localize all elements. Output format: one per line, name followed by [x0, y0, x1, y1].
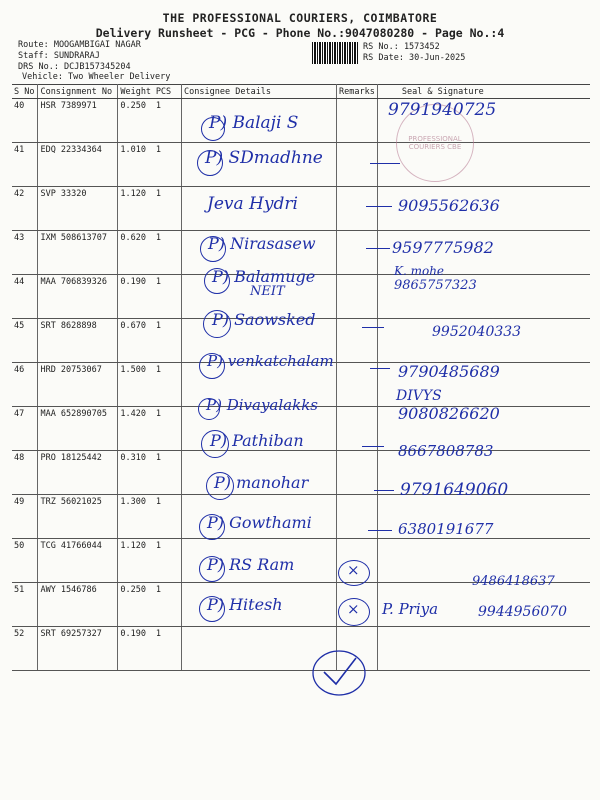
col-consignee-header: Consignee Details — [182, 85, 337, 99]
sno-cell: 47 — [12, 407, 38, 451]
handwritten-consignee-41: P) SDmadhne — [205, 148, 323, 168]
col-signature-header: Seal & Signature — [377, 85, 590, 99]
pcs-cell: 1 — [154, 627, 182, 671]
consignment-number-cell: HSR 7389971 — [38, 99, 118, 143]
remarks-cell — [337, 99, 378, 143]
remarks-cell — [337, 319, 378, 363]
weight-cell: 1.500 — [118, 363, 154, 407]
remarks-cell — [337, 451, 378, 495]
pcs-cell: 1 — [154, 231, 182, 275]
checkmark-icon — [310, 648, 368, 698]
vehicle-label: Vehicle: Two Wheeler Delivery — [22, 72, 171, 82]
remarks-cell — [337, 231, 378, 275]
cross-mark: × — [347, 561, 360, 579]
handwritten-consignee-52: P) Hitesh — [207, 595, 283, 614]
drs-number: DRS No.: DCJB157345204 — [18, 62, 131, 72]
table-row — [12, 99, 590, 143]
remarks-cell — [337, 143, 378, 187]
handwritten-phone-50: 6380191677 — [398, 520, 494, 538]
dash-mark — [368, 530, 392, 531]
route-label: Route: MOOGAMBIGAI NAGAR — [18, 40, 141, 50]
weight-cell: 0.190 — [118, 275, 154, 319]
company-title: THE PROFESSIONAL COURIERS, COIMBATORE — [162, 11, 438, 25]
sno-cell: 49 — [12, 495, 38, 539]
dash-mark — [366, 248, 390, 249]
rs-date: RS Date: 30-Jun-2025 — [363, 53, 466, 63]
weight-cell: 1.300 — [118, 495, 154, 539]
pcs-cell: 1 — [154, 451, 182, 495]
weight-cell: 0.250 — [118, 583, 154, 627]
handwritten-phone-47: 9080826620 — [398, 404, 500, 423]
handwritten-consignee-45: P) Saowsked — [212, 310, 316, 329]
handwritten-consignee-40: P) Balaji S — [209, 113, 299, 133]
consignment-number-cell: AWY 1546786 — [38, 583, 118, 627]
handwritten-phone-42: 9095562636 — [398, 196, 500, 215]
col-weight-header: Weight — [118, 85, 154, 99]
remarks-cell — [337, 363, 378, 407]
sno-cell: 50 — [12, 539, 38, 583]
pcs-cell: 1 — [154, 363, 182, 407]
barcode-icon — [312, 42, 358, 64]
handwritten-phone-40: 9791940725 — [388, 100, 497, 120]
handwritten-consignee-42: Jeva Hydri — [207, 194, 298, 214]
consignment-number-cell: SVP 33320 — [38, 187, 118, 231]
handwritten-phone-52: 9944956070 — [478, 604, 568, 620]
weight-cell: 0.190 — [118, 627, 154, 671]
handwritten-phone-48: 8667808783 — [398, 442, 494, 460]
table-header-row — [12, 85, 590, 99]
sno-cell: 48 — [12, 451, 38, 495]
sno-cell: 46 — [12, 363, 38, 407]
handwritten-signature-52: P. Priya — [382, 600, 439, 618]
remarks-cell — [337, 275, 378, 319]
handwritten-consignee-49: P) manohar — [214, 473, 309, 492]
handwritten-consignee-46: P) venkatchalam — [207, 352, 334, 370]
sno-cell: 42 — [12, 187, 38, 231]
dash-mark — [362, 327, 384, 328]
sno-cell: 43 — [12, 231, 38, 275]
consignment-number-cell: TCG 41766044 — [38, 539, 118, 583]
col-remarks-header: Remarks — [337, 85, 378, 99]
weight-cell: 1.120 — [118, 539, 154, 583]
sno-cell: 45 — [12, 319, 38, 363]
consignment-number-cell: SRT 8628898 — [38, 319, 118, 363]
remarks-cell — [337, 407, 378, 451]
consignment-number-cell: EDQ 22334364 — [38, 143, 118, 187]
signature-cell — [377, 627, 590, 671]
handwritten-consignee-43: P) Nirasasew — [208, 234, 316, 253]
consignment-number-cell: IXM 508613707 — [38, 231, 118, 275]
handwritten-phone-51: 9486418637 — [472, 574, 555, 589]
pcs-cell: 1 — [154, 319, 182, 363]
dash-mark — [370, 163, 400, 164]
handwritten-signature-47: DIVYS — [396, 388, 442, 404]
pcs-cell: 1 — [154, 583, 182, 627]
consignment-number-cell: MAA 652890705 — [38, 407, 118, 451]
weight-cell: 0.310 — [118, 451, 154, 495]
table-row — [12, 627, 590, 671]
handwritten-consignee-50: P) Gowthami — [207, 513, 312, 532]
weight-cell: 1.420 — [118, 407, 154, 451]
weight-cell: 0.250 — [118, 99, 154, 143]
handwritten-note-44: NEIT — [250, 284, 285, 299]
runsheet-subtitle: Delivery Runsheet - PCG - Phone No.:9047080280 - Page No.:4 — [95, 26, 505, 40]
consignment-number-cell: HRD 20753067 — [38, 363, 118, 407]
pcs-cell: 1 — [154, 143, 182, 187]
handwritten-phone-44: 9865757323 — [394, 278, 477, 293]
handwritten-signature-44: K. mohe — [394, 264, 445, 278]
remarks-cell — [337, 495, 378, 539]
dash-mark — [370, 368, 390, 369]
consignment-number-cell: TRZ 56021025 — [38, 495, 118, 539]
consignment-number-cell: PRO 18125442 — [38, 451, 118, 495]
dash-mark — [374, 490, 394, 491]
weight-cell: 1.120 — [118, 187, 154, 231]
handwritten-consignee-48: P) Pathiban — [210, 431, 304, 450]
pcs-cell: 1 — [154, 275, 182, 319]
pcs-cell: 1 — [154, 187, 182, 231]
sno-cell: 40 — [12, 99, 38, 143]
sno-cell: 44 — [12, 275, 38, 319]
col-consignment-header: Consignment No — [38, 85, 118, 99]
weight-cell: 1.010 — [118, 143, 154, 187]
handwritten-phone-49: 9791649060 — [400, 480, 509, 500]
dash-mark — [362, 446, 384, 447]
sno-cell: 51 — [12, 583, 38, 627]
sno-cell: 41 — [12, 143, 38, 187]
weight-cell: 0.620 — [118, 231, 154, 275]
staff-label: Staff: SUNDRARAJ — [18, 51, 100, 61]
pcs-cell: 1 — [154, 407, 182, 451]
sno-cell: 52 — [12, 627, 38, 671]
pcs-cell: 1 — [154, 495, 182, 539]
handwritten-phone-45: 9952040333 — [432, 324, 522, 340]
cross-mark: × — [347, 600, 360, 618]
consignment-number-cell: SRT 69257327 — [38, 627, 118, 671]
stamp-text: PROFESSIONAL COURIERS CBE — [408, 135, 462, 151]
pcs-cell: 1 — [154, 539, 182, 583]
handwritten-consignee-44: P) Balamuge — [212, 267, 316, 286]
dash-mark — [366, 206, 392, 207]
handwritten-consignee-51: P) RS Ram — [207, 555, 295, 574]
consignment-number-cell: MAA 706839326 — [38, 275, 118, 319]
handwritten-phone-43: 9597775982 — [392, 238, 494, 257]
rs-number: RS No.: 1573452 — [363, 42, 440, 52]
table-row — [12, 187, 590, 231]
handwritten-phone-46: 9790485689 — [398, 362, 500, 381]
handwritten-consignee-47: P) Divayalakks — [206, 396, 318, 414]
pcs-cell: 1 — [154, 99, 182, 143]
weight-cell: 0.670 — [118, 319, 154, 363]
col-sno-header: S No — [12, 85, 38, 99]
remarks-cell — [337, 187, 378, 231]
col-pcs-header: PCS — [154, 85, 182, 99]
